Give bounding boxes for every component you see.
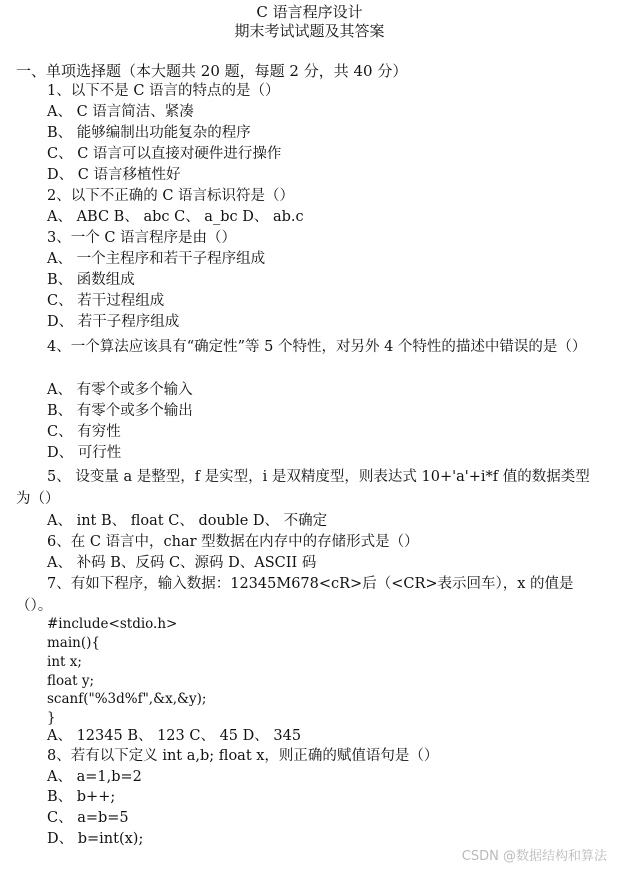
question-6: 6、在 C 语言中，char 型数据在内存中的存储形式是（） [47, 534, 419, 550]
code-line: int x; [47, 654, 82, 670]
code-line: } [47, 710, 56, 726]
q4-option-a: A、 有零个或多个输入 [47, 382, 193, 398]
q8-option-b: B、 b++; [47, 789, 116, 805]
q3-option-c: C、 若干过程组成 [47, 293, 165, 309]
section-heading: 一、单项选择题（本大题共 20 题，每题 2 分，共 40 分） [16, 62, 408, 80]
watermark: CSDN @数据结构和算法 [461, 849, 607, 864]
question-3: 3、一个 C 语言程序是由（） [47, 230, 237, 246]
q8-option-c: C、 a=b=5 [47, 810, 129, 826]
q5-options: A、 int B、 float C、 double D、 不确定 [47, 513, 328, 529]
q1-option-b: B、 能够编制出功能复杂的程序 [47, 125, 251, 141]
q1-option-c: C、 C 语言可以直接对硬件进行操作 [47, 146, 282, 162]
code-line: scanf("%3d%f",&x,&y); [47, 691, 207, 707]
question-5: 5、 设变量 a 是整型，f 是实型，i 是双精度型，则表达式 10+'a'+i*f 值的数据类型为（） [16, 469, 590, 507]
q3-option-a: A、 一个主程序和若干子程序组成 [47, 251, 266, 267]
q1-option-a: A、 C 语言简洁、紧凑 [47, 104, 194, 120]
code-line: float y; [47, 673, 95, 689]
q7-options: A、 12345 B、 123 C、 45 D、 345 [47, 728, 302, 744]
q3-option-b: B、 函数组成 [47, 272, 135, 288]
code-line: main(){ [47, 635, 100, 651]
question-4: 4、一个算法应该具有“确定性”等 5 个特性，对另外 4 个特性的描述中错误的是（） [47, 339, 587, 355]
q8-option-a: A、 a=1,b=2 [47, 769, 142, 785]
q6-options: A、 补码 B、反码 C、源码 D、ASCII 码 [47, 555, 317, 571]
doc-subtitle: 期末考试试题及其答案 [234, 22, 385, 40]
q2-options: A、 ABC B、 abc C、 a_bc D、 ab.c [47, 209, 304, 225]
q1-option-d: D、 C 语言移植性好 [47, 167, 181, 183]
q8-option-d: D、 b=int(x); [47, 831, 144, 847]
q4-option-b: B、 有零个或多个输出 [47, 403, 193, 419]
q4-option-c: C、 有穷性 [47, 424, 121, 440]
question-1: 1、以下不是 C 语言的特点的是（） [47, 83, 280, 99]
q4-option-d: D、 可行性 [47, 445, 122, 461]
question-8: 8、若有以下定义 int a,b; float x，则正确的赋值语句是（） [47, 748, 439, 764]
code-line: #include<stdio.h> [47, 616, 178, 632]
q3-option-d: D、 若干子程序组成 [47, 314, 180, 330]
question-2: 2、以下不正确的 C 语言标识符是（） [47, 188, 295, 204]
question-7: 7、有如下程序，输入数据：12345M678<cR>后（<CR>表示回车），x 的值是（）。 [16, 576, 574, 614]
doc-title: C 语言程序设计 [256, 3, 363, 21]
